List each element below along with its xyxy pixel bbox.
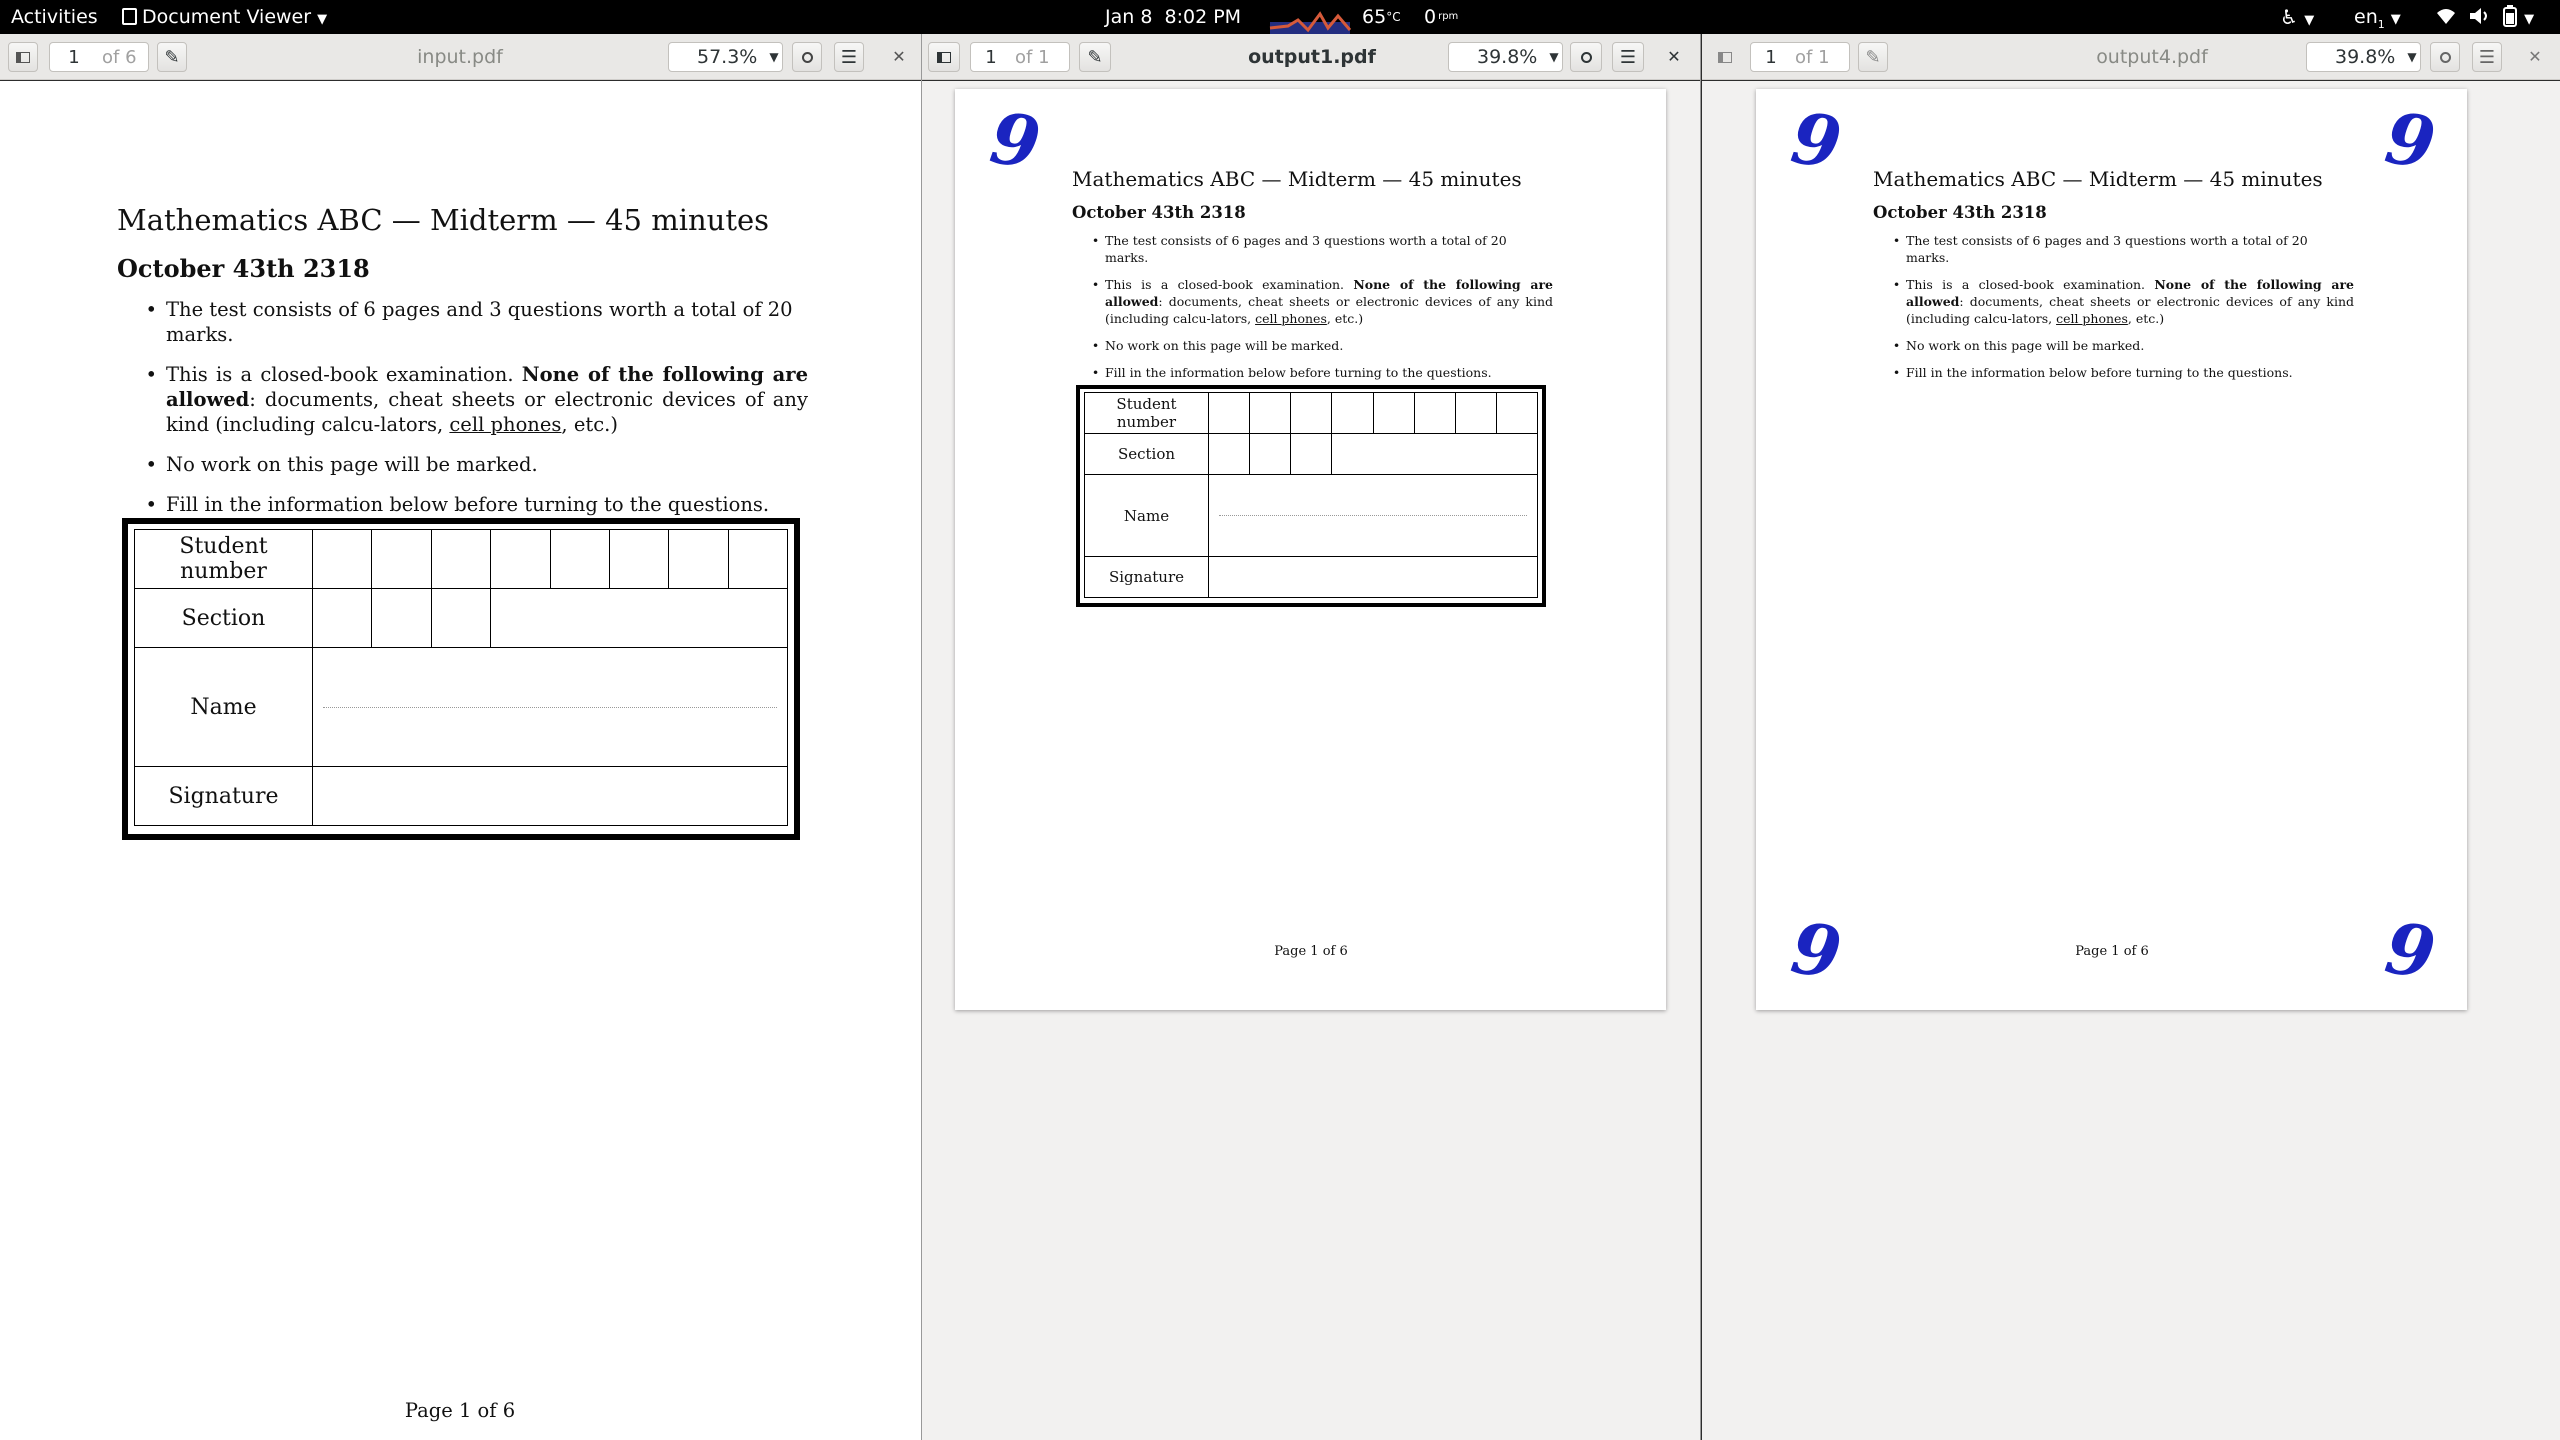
digit-box[interactable]	[728, 530, 787, 589]
list-item	[1906, 232, 2354, 266]
page-total: of 6	[102, 46, 137, 68]
header-bar	[1702, 34, 2560, 80]
pencil-icon: ✎	[1865, 46, 1881, 68]
sidebar-toggle-button[interactable]	[8, 42, 38, 72]
bullet-text: No work on this page will be marked.	[166, 453, 538, 476]
digit-box[interactable]	[1291, 434, 1332, 475]
hamburger-menu-icon: ☰	[840, 46, 858, 68]
zoom-value: 57.3%	[697, 46, 758, 68]
list-item	[166, 297, 808, 347]
pencil-icon: ✎	[164, 46, 180, 68]
doc-date: October 43th 2318	[1072, 203, 1246, 222]
document-viewer-icon	[122, 8, 137, 25]
volume-icon	[2468, 7, 2490, 25]
digit-box[interactable]	[669, 530, 728, 589]
temp-unit: °C	[1386, 10, 1401, 24]
bullet-text: , etc.)	[2127, 311, 2165, 326]
language-menu[interactable]	[2354, 0, 2401, 34]
list-item	[166, 362, 808, 437]
signature-field[interactable]	[313, 767, 788, 826]
digit-box[interactable]	[372, 530, 431, 589]
chevron-down-icon: ▼	[2304, 13, 2315, 28]
bullet-text: No work on this page will be marked.	[1105, 338, 1344, 353]
page-entry[interactable]	[1750, 42, 1850, 72]
top-bar	[0, 0, 2560, 34]
sidebar-toggle-icon	[1718, 52, 1732, 63]
search-button[interactable]	[2430, 42, 2460, 72]
chevron-down-icon: ▼	[2524, 12, 2535, 27]
activities-button[interactable]: Activities	[11, 6, 98, 28]
bullet-underlined-text: cell phones	[2056, 311, 2128, 326]
app-menu-label: Document Viewer	[142, 6, 312, 28]
chevron-down-icon: ▼	[2407, 50, 2417, 64]
page-footer: Page 1 of 6	[404, 1399, 516, 1422]
app-menu[interactable]	[122, 0, 327, 34]
empty-cell	[1332, 434, 1538, 475]
cpu-graph-icon	[1268, 8, 1356, 34]
document-canvas[interactable]	[0, 81, 921, 1440]
dotted-line	[323, 707, 777, 708]
page-footer: Page 1 of 6	[1274, 944, 1348, 959]
annotate-button[interactable]	[157, 42, 187, 72]
annotate-button[interactable]	[1858, 42, 1888, 72]
label-signature: Signature	[1085, 557, 1209, 598]
pencil-icon: ✎	[1087, 46, 1103, 68]
page-number[interactable]: 1	[1765, 46, 1777, 68]
bullet-text: , etc.)	[561, 413, 618, 436]
bullet-text: Fill in the information below before turning to the questions.	[166, 493, 770, 516]
bullet-bold-text: None of the following are allowed	[1105, 277, 1554, 309]
close-icon: ✕	[2528, 47, 2542, 66]
wifi-icon	[2436, 7, 2456, 25]
digit-box[interactable]	[1250, 434, 1291, 475]
search-icon	[2440, 52, 2451, 63]
accessibility-menu[interactable]	[2280, 0, 2314, 34]
battery-icon	[2502, 5, 2518, 27]
digit-box[interactable]	[1250, 393, 1291, 434]
doc-title: Mathematics ABC — Midterm — 45 minutes	[1873, 167, 2323, 191]
list-item	[1906, 364, 2354, 381]
digit-box[interactable]	[1332, 393, 1373, 434]
handwritten-mark: 9	[2380, 96, 2441, 185]
digit-box[interactable]	[1209, 393, 1250, 434]
instructions-list	[1105, 232, 1553, 381]
digit-box[interactable]	[431, 530, 490, 589]
bullet-text: This is a closed-book examination.	[166, 363, 522, 386]
language-code: en	[2354, 6, 2378, 28]
pdf-page	[0, 81, 921, 1440]
temperature	[1362, 0, 1401, 34]
label-student-number: Student number	[1085, 393, 1209, 434]
digit-box[interactable]	[372, 589, 431, 648]
list-item	[166, 452, 808, 477]
fan-value: 0	[1424, 6, 1437, 28]
label-section: Section	[135, 589, 313, 648]
page-number[interactable]: 1	[985, 46, 997, 68]
time: 8:02 PM	[1164, 6, 1242, 28]
bullet-bold-text: None of the following are allowed	[1906, 277, 2355, 309]
handwritten-mark: 9	[1786, 906, 1847, 995]
digit-box[interactable]	[313, 589, 372, 648]
chevron-down-icon: ▼	[769, 50, 779, 64]
digit-box[interactable]	[1455, 393, 1496, 434]
digit-box[interactable]	[1414, 393, 1455, 434]
label-signature: Signature	[135, 767, 313, 826]
label-name: Name	[1085, 475, 1209, 557]
page-total: of 1	[1795, 46, 1830, 68]
document-canvas[interactable]	[922, 81, 1700, 1440]
bullet-text: This is a closed-book examination.	[1105, 277, 1354, 292]
window-title: input.pdf	[417, 46, 503, 68]
name-field[interactable]	[1209, 475, 1538, 557]
digit-box[interactable]	[491, 530, 550, 589]
zoom-selector[interactable]	[1448, 42, 1563, 72]
date: Jan 8	[1105, 6, 1153, 28]
list-item	[166, 492, 808, 517]
digit-box[interactable]	[1209, 434, 1250, 475]
doc-date: October 43th 2318	[1873, 203, 2047, 222]
handwritten-mark: 9	[1786, 96, 1847, 185]
viewer-window-input	[0, 34, 921, 1440]
label-name: Name	[135, 648, 313, 767]
bullet-text: The test consists of 6 pages and 3 questions worth a total of 20 marks.	[166, 298, 793, 346]
search-icon	[802, 52, 813, 63]
close-button[interactable]	[2520, 42, 2550, 72]
fan-unit: rpm	[1438, 11, 1459, 22]
close-button[interactable]	[884, 42, 914, 72]
doc-title: Mathematics ABC — Midterm — 45 minutes	[117, 203, 770, 237]
hamburger-menu-icon: ☰	[1619, 46, 1637, 68]
bullet-text: The test consists of 6 pages and 3 questions worth a total of 20 marks.	[1105, 233, 1507, 265]
menu-button[interactable]	[1612, 42, 1644, 72]
hamburger-menu-icon: ☰	[2478, 46, 2496, 68]
instructions-list	[1906, 232, 2354, 381]
handwritten-mark: 9	[2380, 906, 2441, 995]
page-footer: Page 1 of 6	[2075, 944, 2149, 959]
search-button[interactable]	[792, 42, 822, 72]
annotate-button[interactable]	[1079, 42, 1111, 72]
clock[interactable]	[1105, 0, 1241, 34]
system-menu[interactable]	[2436, 0, 2534, 34]
sidebar-toggle-icon	[16, 52, 30, 63]
pdf-page	[1756, 89, 2467, 1010]
bullet-bold-text: None of the following are allowed	[166, 363, 808, 411]
sidebar-toggle-button[interactable]	[1710, 42, 1740, 72]
name-field[interactable]	[313, 648, 788, 767]
digit-box[interactable]	[550, 530, 609, 589]
page-total: of 1	[1015, 46, 1050, 68]
viewer-window-output4	[1702, 34, 2560, 1440]
fan-speed	[1424, 0, 1458, 34]
zoom-value: 39.8%	[2335, 46, 2396, 68]
page-entry[interactable]	[970, 42, 1070, 72]
bullet-text: : documents, cheat sheets or electronic devices of any kind (including calcu-lators,	[1906, 294, 2354, 326]
zoom-selector[interactable]	[668, 42, 783, 72]
digit-box[interactable]	[1373, 393, 1414, 434]
list-item	[1906, 276, 2354, 327]
list-item	[1105, 364, 1553, 381]
digit-box[interactable]	[313, 530, 372, 589]
label-section: Section	[1085, 434, 1209, 475]
list-item	[1105, 232, 1553, 266]
zoom-value: 39.8%	[1477, 46, 1538, 68]
accessibility-icon: ♿	[2280, 5, 2298, 29]
temp-value: 65	[1362, 6, 1387, 28]
bullet-text: The test consists of 6 pages and 3 questions worth a total of 20 marks.	[1906, 233, 2308, 265]
page-entry[interactable]	[49, 42, 149, 72]
sidebar-toggle-icon	[937, 52, 951, 63]
viewer-window-output1	[921, 34, 1701, 1440]
sidebar-toggle-button[interactable]	[928, 42, 960, 72]
window-title: output4.pdf	[2096, 46, 2208, 68]
bullet-text: No work on this page will be marked.	[1906, 338, 2145, 353]
bullet-text: : documents, cheat sheets or electronic devices of any kind (including calcu-lators,	[1105, 294, 1553, 326]
doc-title: Mathematics ABC — Midterm — 45 minutes	[1072, 167, 1522, 191]
list-item	[1906, 337, 2354, 354]
close-button[interactable]	[1659, 42, 1689, 72]
header-bar	[922, 34, 1700, 80]
empty-cell	[491, 589, 788, 648]
digit-box[interactable]	[1496, 393, 1537, 434]
info-table	[1084, 392, 1538, 598]
bullet-underlined-text: cell phones	[1255, 311, 1327, 326]
language-index: 1	[2377, 17, 2385, 31]
list-item	[1105, 337, 1553, 354]
menu-button[interactable]	[2472, 42, 2502, 72]
list-item	[1105, 276, 1553, 327]
bullet-text: : documents, cheat sheets or electronic devices of any kind (including calcu-lators,	[166, 388, 808, 436]
chevron-down-icon: ▼	[2390, 12, 2401, 27]
instructions-list	[166, 297, 808, 517]
header-bar	[0, 34, 921, 80]
label-student-number: Student number	[135, 530, 313, 589]
chevron-down-icon: ▼	[1549, 50, 1559, 64]
signature-field[interactable]	[1209, 557, 1538, 598]
close-icon: ✕	[1667, 47, 1681, 66]
zoom-selector[interactable]	[2306, 42, 2421, 72]
digit-box[interactable]	[431, 589, 490, 648]
digit-box[interactable]	[609, 530, 668, 589]
bullet-underlined-text: cell phones	[449, 413, 562, 436]
bullet-text: Fill in the information below before turning to the questions.	[1105, 365, 1492, 380]
bullet-text: , etc.)	[1326, 311, 1364, 326]
bullet-text: Fill in the information below before turning to the questions.	[1906, 365, 2293, 380]
window-title: output1.pdf	[1248, 46, 1376, 68]
doc-date: October 43th 2318	[117, 254, 370, 283]
dotted-line	[1219, 515, 1527, 516]
digit-box[interactable]	[1291, 393, 1332, 434]
pdf-page	[955, 89, 1666, 1010]
search-icon	[1581, 52, 1592, 63]
bullet-text: This is a closed-book examination.	[1906, 277, 2155, 292]
chevron-down-icon: ▼	[317, 12, 328, 27]
menu-button[interactable]	[834, 42, 864, 72]
search-button[interactable]	[1570, 42, 1602, 72]
document-canvas[interactable]	[1702, 81, 2560, 1440]
close-icon: ✕	[892, 47, 906, 66]
info-table	[134, 529, 788, 826]
page-number[interactable]: 1	[68, 46, 80, 68]
handwritten-mark: 9	[985, 96, 1046, 185]
